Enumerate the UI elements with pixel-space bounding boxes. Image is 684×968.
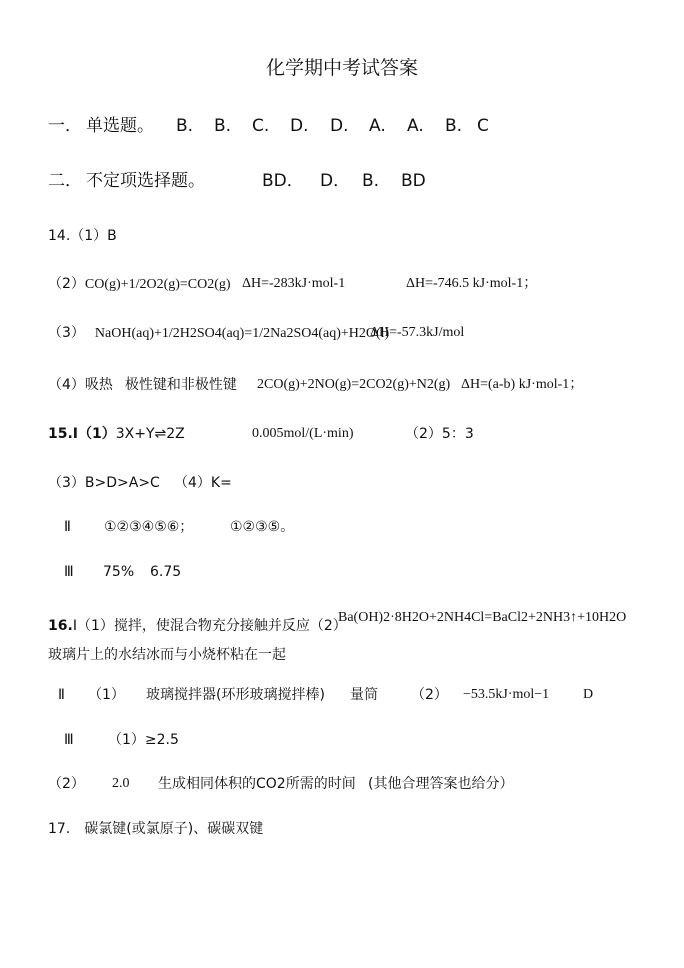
equation: NaOH(aq)+1/2H2SO4(aq)=1/2Na2SO4(aq)+H2O(l) [94, 326, 390, 341]
q14-part4-equation: 2CO(g)+2NO(g)=2CO2(g)+N2(g) [257, 377, 451, 392]
q14-part2 [48, 274, 231, 295]
equation: CO(g)+1/2O2(g)=CO2(g) [84, 277, 231, 292]
answer-3: C. [252, 116, 270, 136]
q15-III-answer-a: 75% [103, 564, 135, 580]
q16-II-choice: D [583, 687, 594, 702]
q16-part1-line2: 玻璃片上的水结冰而与小烧杯粘在一起 [48, 647, 286, 663]
q15-III-answer-b: 6.75 [150, 564, 182, 580]
answer-2: B. [214, 116, 232, 136]
roman-label: Ⅱ [58, 687, 65, 703]
part-label: 15.Ⅰ（1） [48, 426, 116, 442]
answer-7: A. [407, 116, 424, 136]
q16-II-cylinder: 量筒 [350, 687, 378, 703]
q14-part2-enthalpy-2: ΔH=-746.5 kJ·mol-1； [406, 276, 538, 291]
part-label: （3） [48, 325, 85, 341]
question-number: 17. [48, 821, 71, 837]
multi-choice-answers [262, 171, 426, 191]
q16-III-part2-value: 2.0 [112, 776, 130, 791]
q14-part4 [48, 375, 237, 395]
q16-equation: Ba(OH)2·8H2O+2NH4Cl=BaCl2+2NH3↑+10H2O [338, 610, 627, 625]
q15-part3: （3）B>D>A>C [48, 475, 160, 491]
roman-label: Ⅲ [64, 732, 74, 748]
answer-1: B. [176, 116, 194, 136]
q16-III-part1: （1）≥2.5 [108, 732, 179, 748]
answer-4: D. [290, 116, 309, 136]
q14-part3 [48, 323, 389, 344]
q17-answer: 碳氯键(或氯原子)、碳碳双键 [84, 821, 264, 837]
answer-9: C [477, 116, 489, 136]
q16-II-part1: （1） [88, 687, 125, 703]
q16-II-apparatus: 玻璃搅拌器(环形玻璃搅拌棒) [146, 687, 325, 703]
answer-10: BD． [262, 171, 304, 191]
bond-type: 极性键和非极性键 [124, 377, 237, 393]
answer-8: B. [445, 116, 463, 136]
part1-text: Ⅰ（1）搅拌，使混合物充分接触并反应（2） [72, 618, 347, 634]
question-number: 16. [48, 618, 73, 634]
q16-II-part2: （2） [411, 687, 448, 703]
q15-II-answer-a: ①②③④⑤⑥； [104, 519, 194, 535]
answer-6: A. [369, 116, 386, 136]
q15-part1 [48, 424, 185, 444]
q16-III-part2-text: 生成相同体积的CO2所需的时间 [158, 776, 356, 792]
q14-part3-enthalpy: ΔH=-57.3kJ/mol [370, 325, 465, 340]
q15-part4: （4）K= [174, 475, 232, 491]
page-title: 化学期中考试答案 [265, 57, 418, 79]
single-choice-answers [176, 116, 489, 136]
section-single-choice [48, 116, 154, 136]
q15-rate: 0.005mol/(L·min) [252, 426, 354, 441]
q16-section-II [58, 685, 65, 705]
section-multi-choice [48, 171, 205, 191]
section-number: 一． [48, 116, 82, 136]
q16-II-enthalpy: −53.5kJ·mol−1 [463, 687, 550, 702]
q14-part1: 14.（1）B [48, 228, 117, 244]
answer-11: D． [320, 171, 351, 191]
q16-part1 [48, 616, 347, 636]
section-name: 单选题。 [86, 116, 154, 136]
section-name: 不定项选择题。 [86, 171, 205, 191]
q14-part4-enthalpy: ΔH=(a-b) kJ·mol-1； [461, 377, 584, 392]
part-label: （4）吸热 [48, 377, 113, 393]
q15-section-III [64, 562, 74, 582]
equation: 3X+Y⇌2Z [115, 426, 185, 442]
q15-part2: （2）5：3 [405, 426, 474, 442]
q16-section-III [64, 730, 74, 750]
q16-III-part2-note: (其他合理答案也给分） [368, 776, 514, 792]
roman-label: Ⅱ [64, 519, 71, 535]
q15-section-II [64, 517, 71, 537]
section-number: 二． [48, 171, 82, 191]
q15-II-answer-b: ①②③⑤。 [230, 519, 295, 535]
q17 [48, 819, 263, 839]
answer-12: B. [362, 171, 380, 191]
q14-part2-enthalpy-1: ΔH=-283kJ·mol-1 [242, 276, 346, 291]
answer-5: D. [330, 116, 349, 136]
part-label: （2） [48, 276, 85, 292]
q16-III-part2-label: （2） [48, 776, 85, 792]
answer-13: BD [401, 171, 426, 191]
roman-label: Ⅲ [64, 564, 74, 580]
